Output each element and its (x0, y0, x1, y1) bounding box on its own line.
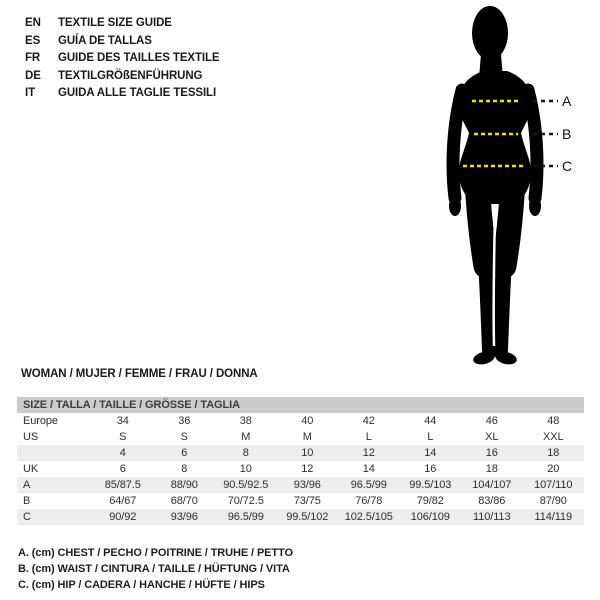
cell: 76/78 (355, 495, 383, 507)
cell: 93/96 (293, 479, 321, 491)
language-label: GUÍA DE TALLAS (58, 34, 152, 47)
cell: 42 (362, 415, 375, 427)
cell: 36 (178, 415, 191, 427)
cell: S (180, 431, 188, 443)
cell: 87/90 (539, 495, 567, 507)
cell: 90/92 (109, 511, 137, 523)
cell: 10 (239, 463, 252, 475)
table-row-us (17, 429, 584, 445)
cell: 8 (181, 463, 188, 475)
cell: 16 (424, 463, 437, 475)
cell: 79/82 (416, 495, 444, 507)
cell: 96.5/99 (350, 479, 387, 491)
cell: 40 (301, 415, 314, 427)
row-label: B (23, 495, 31, 507)
language-code: DE (25, 69, 41, 82)
woman-silhouette-svg (425, 0, 575, 372)
cell: 68/70 (170, 495, 198, 507)
cell: 48 (547, 415, 560, 427)
cell: 90.5/92.5 (223, 479, 269, 491)
cell: 4 (119, 447, 126, 459)
table-row-numeric (17, 445, 584, 461)
marker-label-b: B (562, 126, 572, 142)
row-label: Europe (23, 415, 58, 427)
cell: 44 (424, 415, 437, 427)
table-row-hip-c (17, 509, 584, 525)
cell: 70/72.5 (227, 495, 264, 507)
measurement-legend (18, 545, 293, 593)
row-label: US (23, 431, 39, 443)
cell: 20 (547, 463, 560, 475)
cell: M (302, 431, 312, 443)
cell: 73/75 (293, 495, 321, 507)
cell: 99.5/103 (409, 479, 452, 491)
cell: 34 (116, 415, 129, 427)
language-row-es (25, 33, 220, 51)
cell: 85/87.5 (104, 479, 141, 491)
cell: 93/96 (170, 511, 198, 523)
legend-line-chest: A. (cm) CHEST / PECHO / POITRINE / TRUHE / PETTO (18, 547, 293, 559)
marker-label-c: C (562, 158, 573, 174)
table-row-chest-a (17, 477, 584, 493)
language-code: EN (25, 17, 41, 29)
language-row-it (25, 85, 220, 103)
cell: 14 (424, 447, 437, 459)
cell: 96.5/99 (227, 511, 264, 523)
language-label: TEXTILE SIZE GUIDE (58, 17, 172, 29)
language-code: ES (25, 34, 41, 47)
cell: 14 (362, 463, 375, 475)
measurement-figure (425, 0, 600, 372)
cell: 110/113 (473, 511, 511, 523)
language-code: FR (25, 52, 41, 64)
cell: 83/86 (478, 495, 506, 507)
cell: 16 (485, 447, 498, 459)
row-label (17, 445, 92, 461)
size-table-header-row (17, 397, 584, 413)
cell: L (365, 431, 372, 443)
cell: XXL (543, 431, 564, 443)
cell: 46 (485, 415, 498, 427)
language-list (25, 15, 220, 103)
row-label: UK (23, 463, 39, 475)
cell: M (241, 431, 251, 443)
row-label: A (23, 479, 31, 491)
cell: 102.5/105 (344, 511, 393, 523)
language-label: GUIDE DES TAILLES TEXTILE (58, 52, 220, 64)
table-row-uk (17, 461, 584, 477)
language-code: IT (25, 87, 36, 99)
cell: 114/119 (534, 511, 572, 523)
cell: 99.5/102 (286, 511, 329, 523)
cell: 18 (485, 463, 498, 475)
cell: S (119, 431, 127, 443)
language-row-de (25, 68, 220, 86)
table-row-waist-b (17, 493, 584, 509)
size-table (17, 397, 584, 525)
cell: 104/107 (472, 479, 512, 491)
language-row-fr (25, 50, 220, 68)
cell: 107/110 (534, 479, 573, 491)
cell: 64/67 (109, 495, 137, 507)
cell: 10 (301, 447, 314, 459)
marker-label-a: A (562, 93, 572, 109)
cell: 6 (181, 447, 188, 459)
cell: 38 (239, 415, 252, 427)
cell: 88/90 (170, 479, 198, 491)
woman-silhouette (449, 6, 541, 366)
cell: XL (485, 431, 499, 443)
size-table-header: SIZE / TALLA / TAILLE / GRÖSSE / TAGLIA (17, 397, 584, 413)
row-label: C (23, 511, 31, 523)
cell: 106/109 (410, 511, 450, 523)
language-label: TEXTILGRÖßENFÜHRUNG (58, 69, 203, 82)
legend-line-waist: B. (cm) WAIST / CINTURA / TAILLE / HÜFTUNG / VITA (18, 563, 290, 575)
language-row-en (25, 15, 220, 33)
cell: L (427, 431, 434, 443)
language-label: GUIDA ALLE TAGLIE TESSILI (58, 87, 217, 99)
cell: 12 (362, 447, 375, 459)
cell: 18 (547, 447, 560, 459)
cell: 12 (301, 463, 314, 475)
legend-line-hip: C. (cm) HIP / CADERA / HANCHE / HÜFTE / HIPS (18, 579, 265, 591)
table-row-europe (17, 413, 584, 429)
cell: 8 (242, 447, 249, 459)
section-title-woman: WOMAN / MUJER / FEMME / FRAU / DONNA (21, 368, 258, 380)
cell: 6 (119, 463, 126, 475)
